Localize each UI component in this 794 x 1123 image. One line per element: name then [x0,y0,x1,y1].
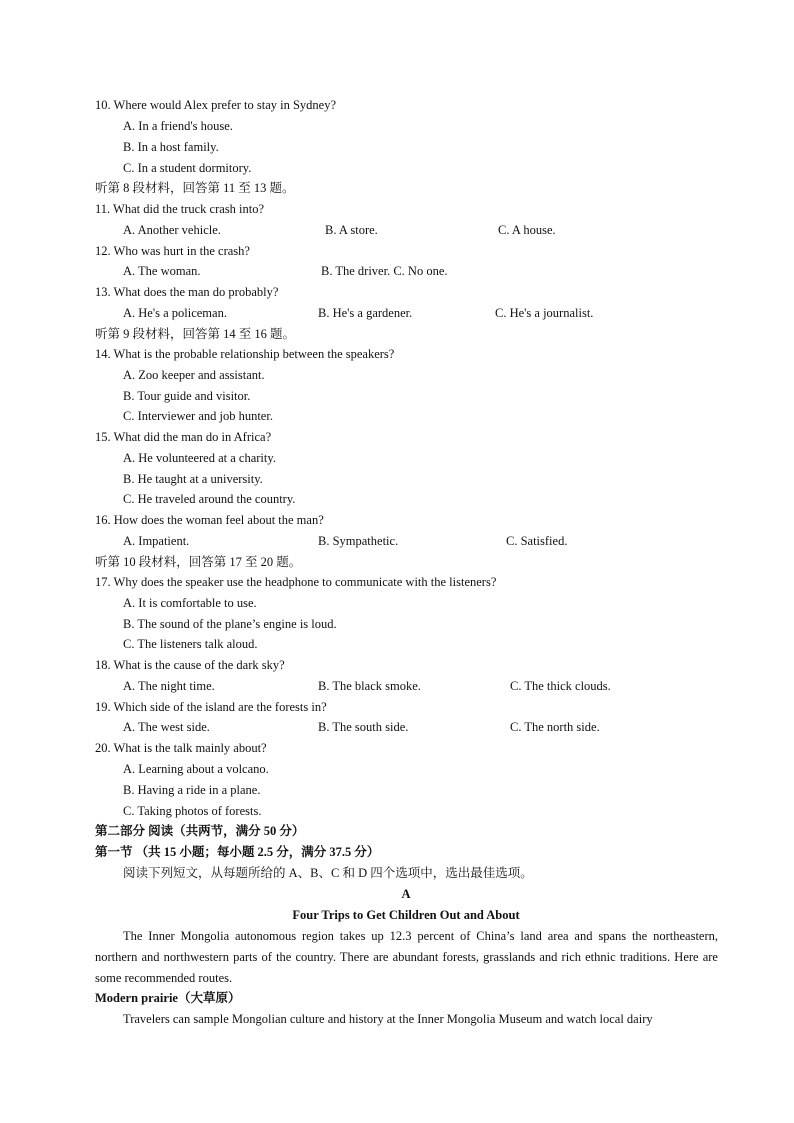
question-10: 10. Where would Alex prefer to stay in Sydney? [95,98,337,112]
q18-options [0,678,794,694]
q11-option-b: B. A store. [325,223,378,237]
q12-option-bc: B. The driver. C. No one. [321,264,448,278]
section-9-instruction: 听第 9 段材料，回答第 14 至 16 题。 [95,327,296,341]
q14-option-b: B. Tour guide and visitor. [123,389,251,403]
passage-subheading: Modern prairie（大草原） [95,991,241,1005]
q18-option-b: B. The black smoke. [318,679,421,693]
q13-option-c: C. He's a journalist. [495,306,594,320]
q17-option-c: C. The listeners talk aloud. [123,637,258,651]
passage-paragraph-2: Travelers can sample Mongolian culture and history at the Inner Mongolia Museum and watch local dairy [123,1012,653,1026]
q13-option-b: B. He's a gardener. [318,306,413,320]
q10-option-a: A. In a friend's house. [123,119,233,133]
passage-title: Four Trips to Get Children Out and About [292,908,520,922]
q11-option-c: C. A house. [498,223,556,237]
q19-options [0,719,794,735]
q14-option-a: A. Zoo keeper and assistant. [123,368,265,382]
passage-paragraph-1: The Inner Mongolia autonomous region takes up 12.3 percent of China’s land area and spans the northeastern, northern and northwestern parts of the country. There are abundant forests, grasslands and rich ethnic traditions. Here are some recommended routes. [95,929,718,985]
q10-option-b: B. In a host family. [123,140,219,154]
q13-option-a: A. He's a policeman. [123,306,227,320]
q20-option-b: B. Having a ride in a plane. [123,783,261,797]
q12-option-a: A. The woman. [123,264,201,278]
q18-option-a: A. The night time. [123,679,215,693]
question-11: 11. What did the truck crash into? [95,202,265,216]
q19-option-a: A. The west side. [123,720,210,734]
q20-option-a: A. Learning about a volcano. [123,762,269,776]
q18-option-c: C. The thick clouds. [510,679,611,693]
q13-options [0,305,794,321]
q11-option-a: A. Another vehicle. [123,223,221,237]
question-13: 13. What does the man do probably? [95,285,279,299]
q19-option-c: C. The north side. [510,720,600,734]
q20-option-c: C. Taking photos of forests. [123,804,262,818]
part-two-heading: 第二部分 阅读（共两节，满分 50 分） [95,824,305,838]
q17-option-b: B. The sound of the plane’s engine is loud. [123,617,337,631]
q15-option-b: B. He taught at a university. [123,472,263,486]
q16-options [0,533,794,549]
q16-option-a: A. Impatient. [123,534,190,548]
question-16: 16. How does the woman feel about the man? [95,513,324,527]
q16-option-b: B. Sympathetic. [318,534,399,548]
q16-option-c: C. Satisfied. [506,534,568,548]
question-20: 20. What is the talk mainly about? [95,741,267,755]
question-15: 15. What did the man do in Africa? [95,430,272,444]
q19-option-b: B. The south side. [318,720,409,734]
q15-option-a: A. He volunteered at a charity. [123,451,276,465]
q14-option-c: C. Interviewer and job hunter. [123,409,273,423]
question-12: 12. Who was hurt in the crash? [95,244,250,258]
q12-options [0,263,794,279]
reading-instruction: 阅读下列短文，从每题所给的 A、B、C 和 D 四个选项中，选出最佳选项。 [123,866,533,880]
question-14: 14. What is the probable relationship between the speakers? [95,347,395,361]
section-10-instruction: 听第 10 段材料，回答第 17 至 20 题。 [95,555,302,569]
q15-option-c: C. He traveled around the country. [123,492,296,506]
question-18: 18. What is the cause of the dark sky? [95,658,285,672]
passage-letter: A [401,887,411,901]
q17-option-a: A. It is comfortable to use. [123,596,257,610]
q10-option-c: C. In a student dormitory. [123,161,252,175]
question-17: 17. Why does the speaker use the headphone to communicate with the listeners? [95,575,497,589]
section-8-instruction: 听第 8 段材料，回答第 11 至 13 题。 [95,181,295,195]
section-one-heading: 第一节 （共 15 小题；每小题 2.5 分，满分 37.5 分） [95,845,380,859]
q11-options [0,222,794,238]
question-19: 19. Which side of the island are the forests in? [95,700,327,714]
